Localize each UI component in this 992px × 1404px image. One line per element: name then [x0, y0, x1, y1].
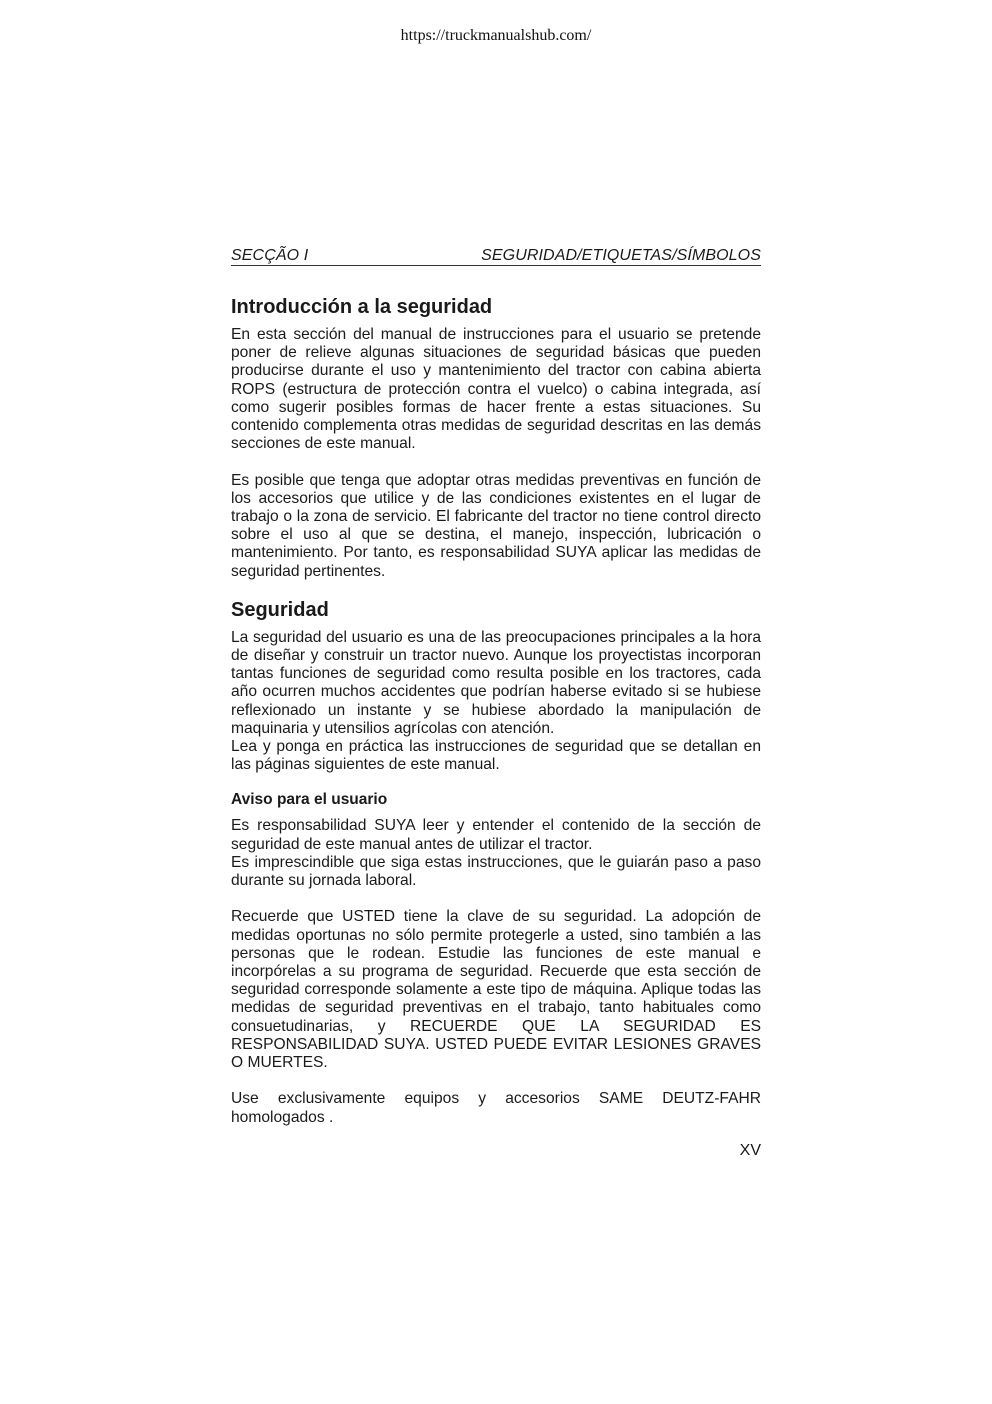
- paragraph-gap: [231, 1072, 761, 1090]
- safety-paragraph-1: La seguridad del usuario es una de las preocupaciones principales a la hora de diseñar y construir un tractor nuevo. Aunque los proyectistas incorporan tantas funciones de seguridad como resulta posible en los tractores, cada año ocurren muchos accidentes que podrían haberse evitado si se hubiese reflexionado un instante y se hubiese abordado la manipulación de maquinaria y utensilios agrícolas con atención.: [231, 628, 761, 737]
- notice-heading: Aviso para el usuario: [231, 791, 388, 809]
- intro-paragraph-2: Es posible que tenga que adoptar otras medidas preventivas en función de los accesorios que utilice y de las condiciones existentes en el lugar de trabajo o la zona de servicio. El fabricante del tractor no tiene control directo sobre el uso al que se destina, el manejo, inspección, lubricación o mantenimiento. Por tanto, es responsabilidad SUYA aplicar las medidas de seguridad pertinentes.: [231, 471, 761, 580]
- section-label: SECÇÃO I: [231, 247, 309, 264]
- paragraph-gap: [231, 890, 761, 908]
- notice-paragraph-3: Recuerde que USTED tiene la clave de su seguridad. La adopción de medidas oportunas no sólo permite protegerle a usted, sino también a las personas que le rodean. Estudie las funciones de este manual e incorpórelas a su programa de seguridad. Recuerde que esta sección de seguridad corresponde solamente a este tipo de máquina. Aplique todas las medidas de seguridad preventivas en el trabajo, tanto habituales como consuetudinarias, y RECUERDE QUE LA SEGURIDAD ES RESPONSABILIDAD SUYA. USTED PUEDE EVITAR LESIONES GRAVES O MUERTES.: [231, 908, 761, 1072]
- running-header: [231, 246, 761, 266]
- section-title: SEGURIDAD/ETIQUETAS/SÍMBOLOS: [481, 247, 761, 264]
- notice-paragraph-2: Es imprescindible que siga estas instrucciones, que le guiarán paso a paso durante su jornada laboral.: [231, 853, 761, 890]
- manual-page: [231, 246, 761, 1160]
- safety-heading: Seguridad: [231, 598, 329, 621]
- page-number: XV: [739, 1141, 761, 1159]
- paragraph-gap: [231, 453, 761, 471]
- intro-paragraph-1: En esta sección del manual de instrucciones para el usuario se pretende poner de relieve algunas situaciones de seguridad básicas que pueden producirse durante el uso y mantenimiento del tractor con cabina abierta ROPS (estructura de protección contra el vuelco) o cabina integrada, así como sugerir posibles formas de hacer frente a estas situaciones. Su contenido complementa otras medidas de seguridad descritas en las demás secciones de este manual.: [231, 326, 761, 453]
- notice-paragraph-1: Es responsabilidad SUYA leer y entender el contenido de la sección de seguridad de este manual antes de utilizar el tractor.: [231, 817, 761, 853]
- source-url: https://truckmanualshub.com/: [400, 27, 592, 44]
- notice-paragraph-4: Use exclusivamente equipos y accesorios SAME DEUTZ-FAHR homologados .: [231, 1090, 761, 1126]
- intro-heading: Introducción a la seguridad: [231, 296, 493, 318]
- safety-paragraph-2: Lea y ponga en práctica las instrucciones de seguridad que se detallan en las páginas siguientes de este manual.: [231, 738, 761, 774]
